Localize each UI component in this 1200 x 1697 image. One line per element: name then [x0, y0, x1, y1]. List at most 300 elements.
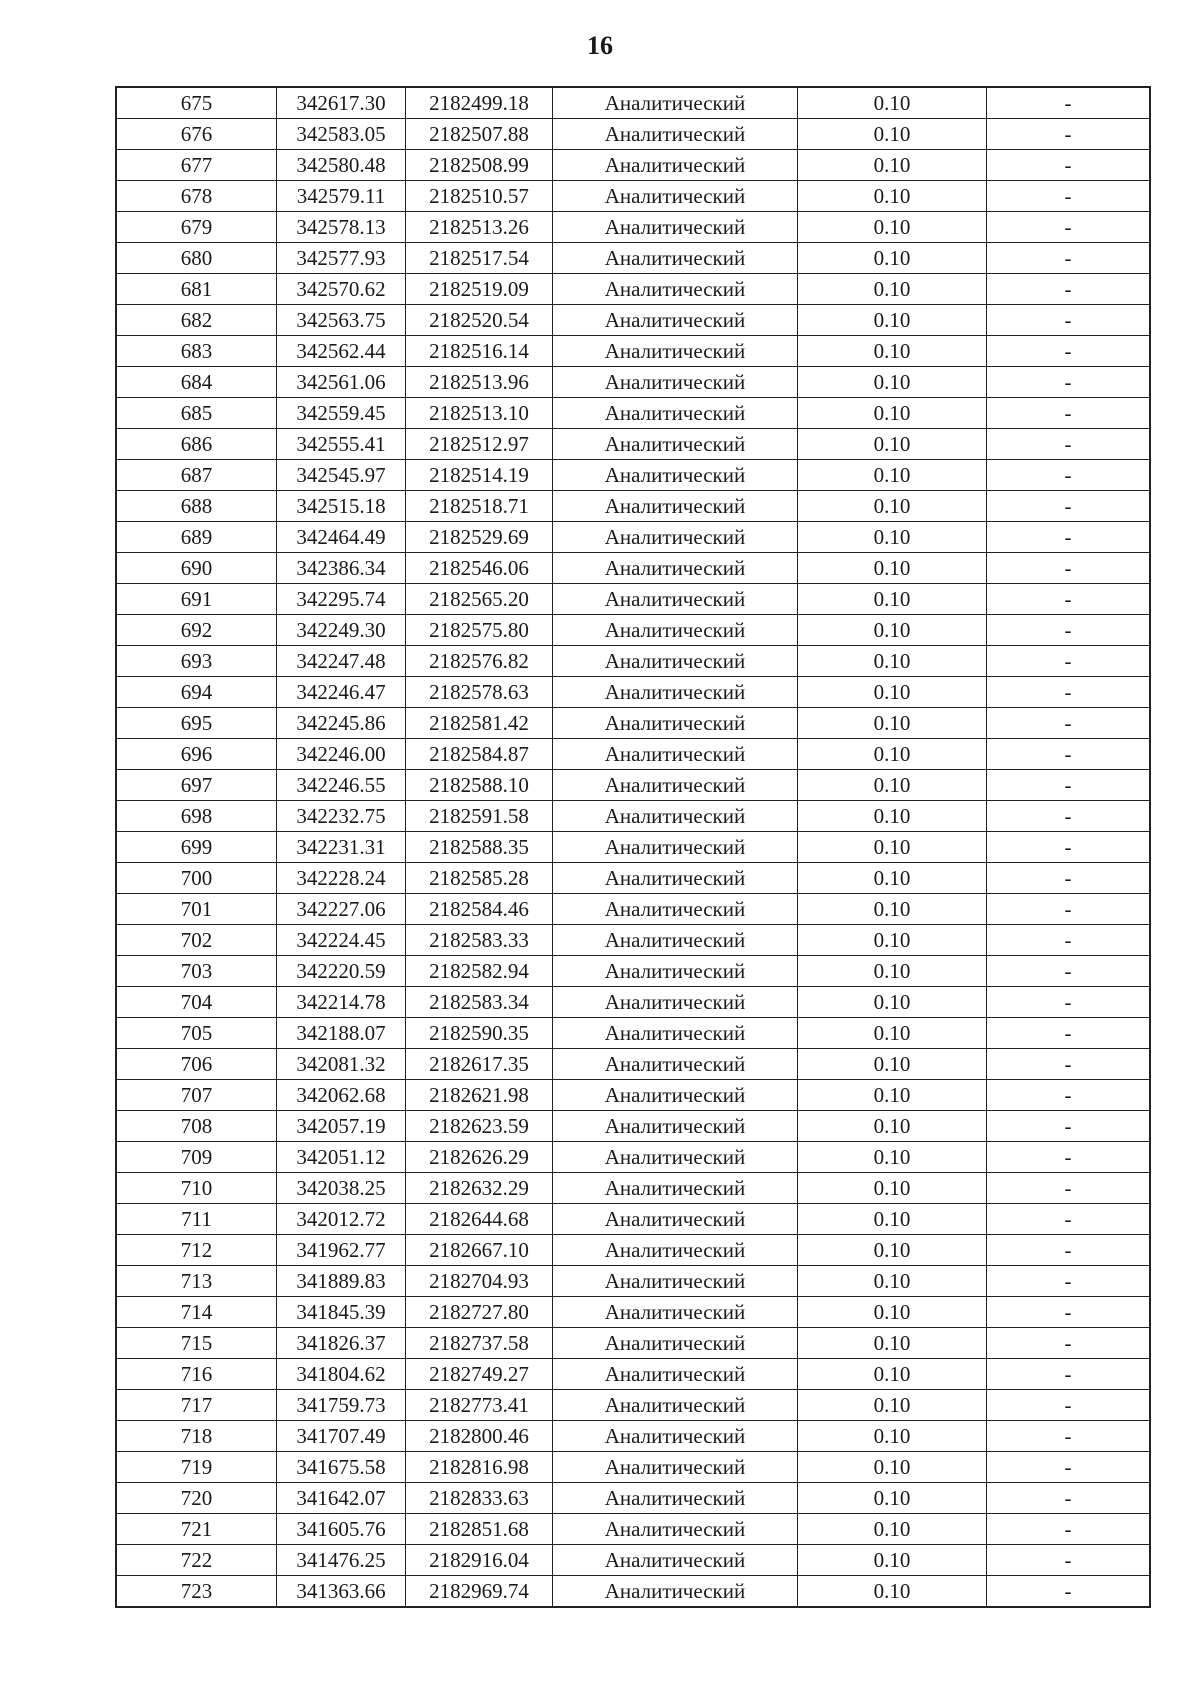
accuracy-cell: 0.10: [798, 553, 987, 584]
accuracy-cell: 0.10: [798, 429, 987, 460]
accuracy-cell: 0.10: [798, 956, 987, 987]
accuracy-cell: 0.10: [798, 460, 987, 491]
accuracy-cell: 0.10: [798, 491, 987, 522]
accuracy-cell: 0.10: [798, 87, 987, 119]
point-number-cell: 700: [116, 863, 277, 894]
table-row: [116, 1390, 1150, 1421]
note-cell: -: [987, 615, 1151, 646]
table-row: [116, 243, 1150, 274]
y-coordinate-cell: 2182591.58: [406, 801, 553, 832]
method-cell: Аналитический: [553, 1328, 798, 1359]
x-coordinate-cell: 342578.13: [277, 212, 406, 243]
point-number-cell: 680: [116, 243, 277, 274]
y-coordinate-cell: 2182576.82: [406, 646, 553, 677]
note-cell: -: [987, 956, 1151, 987]
table-row: [116, 832, 1150, 863]
y-coordinate-cell: 2182585.28: [406, 863, 553, 894]
y-coordinate-cell: 2182737.58: [406, 1328, 553, 1359]
accuracy-cell: 0.10: [798, 1545, 987, 1576]
x-coordinate-cell: 341845.39: [277, 1297, 406, 1328]
table-row: [116, 1545, 1150, 1576]
accuracy-cell: 0.10: [798, 677, 987, 708]
table-row: [116, 181, 1150, 212]
table-row: [116, 677, 1150, 708]
method-cell: Аналитический: [553, 87, 798, 119]
x-coordinate-cell: 342232.75: [277, 801, 406, 832]
accuracy-cell: 0.10: [798, 119, 987, 150]
table-row: [116, 150, 1150, 181]
y-coordinate-cell: 2182546.06: [406, 553, 553, 584]
table-row: [116, 584, 1150, 615]
method-cell: Аналитический: [553, 770, 798, 801]
x-coordinate-cell: 342220.59: [277, 956, 406, 987]
point-number-cell: 695: [116, 708, 277, 739]
method-cell: Аналитический: [553, 1018, 798, 1049]
y-coordinate-cell: 2182510.57: [406, 181, 553, 212]
note-cell: -: [987, 336, 1151, 367]
note-cell: -: [987, 832, 1151, 863]
accuracy-cell: 0.10: [798, 1390, 987, 1421]
point-number-cell: 703: [116, 956, 277, 987]
table-row: [116, 212, 1150, 243]
x-coordinate-cell: 342579.11: [277, 181, 406, 212]
note-cell: -: [987, 119, 1151, 150]
x-coordinate-cell: 341605.76: [277, 1514, 406, 1545]
note-cell: -: [987, 677, 1151, 708]
table-row: [116, 429, 1150, 460]
y-coordinate-cell: 2182513.96: [406, 367, 553, 398]
method-cell: Аналитический: [553, 1483, 798, 1514]
accuracy-cell: 0.10: [798, 1452, 987, 1483]
method-cell: Аналитический: [553, 305, 798, 336]
table-row: [116, 987, 1150, 1018]
method-cell: Аналитический: [553, 398, 798, 429]
x-coordinate-cell: 342515.18: [277, 491, 406, 522]
method-cell: Аналитический: [553, 1390, 798, 1421]
x-coordinate-cell: 342057.19: [277, 1111, 406, 1142]
point-number-cell: 677: [116, 150, 277, 181]
method-cell: Аналитический: [553, 274, 798, 305]
accuracy-cell: 0.10: [798, 646, 987, 677]
point-number-cell: 714: [116, 1297, 277, 1328]
table-row: [116, 956, 1150, 987]
note-cell: -: [987, 87, 1151, 119]
method-cell: Аналитический: [553, 150, 798, 181]
table-row: [116, 274, 1150, 305]
method-cell: Аналитический: [553, 460, 798, 491]
table-row: [116, 305, 1150, 336]
method-cell: Аналитический: [553, 987, 798, 1018]
x-coordinate-cell: 342231.31: [277, 832, 406, 863]
table-row: [116, 1359, 1150, 1390]
accuracy-cell: 0.10: [798, 1576, 987, 1608]
note-cell: -: [987, 708, 1151, 739]
y-coordinate-cell: 2182516.14: [406, 336, 553, 367]
method-cell: Аналитический: [553, 894, 798, 925]
y-coordinate-cell: 2182704.93: [406, 1266, 553, 1297]
method-cell: Аналитический: [553, 677, 798, 708]
note-cell: -: [987, 243, 1151, 274]
method-cell: Аналитический: [553, 212, 798, 243]
point-number-cell: 708: [116, 1111, 277, 1142]
point-number-cell: 687: [116, 460, 277, 491]
method-cell: Аналитический: [553, 956, 798, 987]
x-coordinate-cell: 342246.55: [277, 770, 406, 801]
accuracy-cell: 0.10: [798, 1266, 987, 1297]
point-number-cell: 686: [116, 429, 277, 460]
x-coordinate-cell: 342583.05: [277, 119, 406, 150]
y-coordinate-cell: 2182588.35: [406, 832, 553, 863]
accuracy-cell: 0.10: [798, 1080, 987, 1111]
table-row: [116, 1576, 1150, 1608]
x-coordinate-cell: 341642.07: [277, 1483, 406, 1514]
point-number-cell: 696: [116, 739, 277, 770]
method-cell: Аналитический: [553, 522, 798, 553]
point-number-cell: 710: [116, 1173, 277, 1204]
note-cell: -: [987, 1297, 1151, 1328]
point-number-cell: 706: [116, 1049, 277, 1080]
accuracy-cell: 0.10: [798, 1235, 987, 1266]
method-cell: Аналитический: [553, 739, 798, 770]
point-number-cell: 693: [116, 646, 277, 677]
table-row: [116, 491, 1150, 522]
point-number-cell: 718: [116, 1421, 277, 1452]
table-row: [116, 801, 1150, 832]
note-cell: -: [987, 274, 1151, 305]
accuracy-cell: 0.10: [798, 367, 987, 398]
x-coordinate-cell: 342246.47: [277, 677, 406, 708]
y-coordinate-cell: 2182969.74: [406, 1576, 553, 1608]
method-cell: Аналитический: [553, 646, 798, 677]
x-coordinate-cell: 341826.37: [277, 1328, 406, 1359]
point-number-cell: 676: [116, 119, 277, 150]
note-cell: -: [987, 925, 1151, 956]
method-cell: Аналитический: [553, 1049, 798, 1080]
table-row: [116, 119, 1150, 150]
method-cell: Аналитический: [553, 1359, 798, 1390]
point-number-cell: 675: [116, 87, 277, 119]
x-coordinate-cell: 342224.45: [277, 925, 406, 956]
table-row: [116, 1111, 1150, 1142]
method-cell: Аналитический: [553, 367, 798, 398]
table-row: [116, 1173, 1150, 1204]
note-cell: -: [987, 1390, 1151, 1421]
x-coordinate-cell: 341962.77: [277, 1235, 406, 1266]
table-row: [116, 367, 1150, 398]
accuracy-cell: 0.10: [798, 1297, 987, 1328]
y-coordinate-cell: 2182617.35: [406, 1049, 553, 1080]
x-coordinate-cell: 342062.68: [277, 1080, 406, 1111]
table-row: [116, 1483, 1150, 1514]
y-coordinate-cell: 2182518.71: [406, 491, 553, 522]
accuracy-cell: 0.10: [798, 1328, 987, 1359]
accuracy-cell: 0.10: [798, 987, 987, 1018]
note-cell: -: [987, 1576, 1151, 1608]
y-coordinate-cell: 2182514.19: [406, 460, 553, 491]
y-coordinate-cell: 2182583.33: [406, 925, 553, 956]
method-cell: Аналитический: [553, 119, 798, 150]
note-cell: -: [987, 1452, 1151, 1483]
method-cell: Аналитический: [553, 832, 798, 863]
accuracy-cell: 0.10: [798, 336, 987, 367]
point-number-cell: 709: [116, 1142, 277, 1173]
accuracy-cell: 0.10: [798, 1359, 987, 1390]
accuracy-cell: 0.10: [798, 1483, 987, 1514]
table-row: [116, 1080, 1150, 1111]
x-coordinate-cell: 341707.49: [277, 1421, 406, 1452]
table-row: [116, 1049, 1150, 1080]
x-coordinate-cell: 342081.32: [277, 1049, 406, 1080]
accuracy-cell: 0.10: [798, 243, 987, 274]
coordinates-table: [115, 86, 1151, 1608]
y-coordinate-cell: 2182916.04: [406, 1545, 553, 1576]
method-cell: Аналитический: [553, 1111, 798, 1142]
x-coordinate-cell: 342464.49: [277, 522, 406, 553]
y-coordinate-cell: 2182508.99: [406, 150, 553, 181]
point-number-cell: 702: [116, 925, 277, 956]
point-number-cell: 698: [116, 801, 277, 832]
note-cell: -: [987, 646, 1151, 677]
method-cell: Аналитический: [553, 1235, 798, 1266]
y-coordinate-cell: 2182644.68: [406, 1204, 553, 1235]
x-coordinate-cell: 342295.74: [277, 584, 406, 615]
accuracy-cell: 0.10: [798, 584, 987, 615]
note-cell: -: [987, 1204, 1151, 1235]
point-number-cell: 699: [116, 832, 277, 863]
point-number-cell: 721: [116, 1514, 277, 1545]
table-row: [116, 708, 1150, 739]
point-number-cell: 691: [116, 584, 277, 615]
method-cell: Аналитический: [553, 708, 798, 739]
accuracy-cell: 0.10: [798, 150, 987, 181]
y-coordinate-cell: 2182749.27: [406, 1359, 553, 1390]
table-row: [116, 1328, 1150, 1359]
accuracy-cell: 0.10: [798, 1049, 987, 1080]
point-number-cell: 722: [116, 1545, 277, 1576]
note-cell: -: [987, 429, 1151, 460]
point-number-cell: 704: [116, 987, 277, 1018]
x-coordinate-cell: 342245.86: [277, 708, 406, 739]
accuracy-cell: 0.10: [798, 1173, 987, 1204]
x-coordinate-cell: 341759.73: [277, 1390, 406, 1421]
method-cell: Аналитический: [553, 1204, 798, 1235]
note-cell: -: [987, 181, 1151, 212]
x-coordinate-cell: 341476.25: [277, 1545, 406, 1576]
method-cell: Аналитический: [553, 615, 798, 646]
x-coordinate-cell: 342228.24: [277, 863, 406, 894]
note-cell: -: [987, 1018, 1151, 1049]
accuracy-cell: 0.10: [798, 522, 987, 553]
y-coordinate-cell: 2182565.20: [406, 584, 553, 615]
table-row: [116, 87, 1150, 119]
point-number-cell: 678: [116, 181, 277, 212]
method-cell: Аналитический: [553, 1142, 798, 1173]
accuracy-cell: 0.10: [798, 832, 987, 863]
table-row: [116, 553, 1150, 584]
method-cell: Аналитический: [553, 1421, 798, 1452]
point-number-cell: 713: [116, 1266, 277, 1297]
y-coordinate-cell: 2182590.35: [406, 1018, 553, 1049]
y-coordinate-cell: 2182727.80: [406, 1297, 553, 1328]
accuracy-cell: 0.10: [798, 305, 987, 336]
y-coordinate-cell: 2182499.18: [406, 87, 553, 119]
x-coordinate-cell: 342555.41: [277, 429, 406, 460]
method-cell: Аналитический: [553, 1545, 798, 1576]
point-number-cell: 685: [116, 398, 277, 429]
point-number-cell: 717: [116, 1390, 277, 1421]
point-number-cell: 715: [116, 1328, 277, 1359]
y-coordinate-cell: 2182626.29: [406, 1142, 553, 1173]
table-row: [116, 336, 1150, 367]
accuracy-cell: 0.10: [798, 1514, 987, 1545]
table-row: [116, 1266, 1150, 1297]
point-number-cell: 682: [116, 305, 277, 336]
table-row: [116, 1142, 1150, 1173]
accuracy-cell: 0.10: [798, 1111, 987, 1142]
table-row: [116, 1297, 1150, 1328]
note-cell: -: [987, 553, 1151, 584]
x-coordinate-cell: 341804.62: [277, 1359, 406, 1390]
x-coordinate-cell: 342188.07: [277, 1018, 406, 1049]
table-row: [116, 739, 1150, 770]
y-coordinate-cell: 2182773.41: [406, 1390, 553, 1421]
method-cell: Аналитический: [553, 584, 798, 615]
note-cell: -: [987, 398, 1151, 429]
y-coordinate-cell: 2182582.94: [406, 956, 553, 987]
y-coordinate-cell: 2182517.54: [406, 243, 553, 274]
accuracy-cell: 0.10: [798, 708, 987, 739]
note-cell: -: [987, 1514, 1151, 1545]
point-number-cell: 711: [116, 1204, 277, 1235]
accuracy-cell: 0.10: [798, 925, 987, 956]
note-cell: -: [987, 491, 1151, 522]
y-coordinate-cell: 2182621.98: [406, 1080, 553, 1111]
point-number-cell: 716: [116, 1359, 277, 1390]
note-cell: -: [987, 584, 1151, 615]
x-coordinate-cell: 342249.30: [277, 615, 406, 646]
x-coordinate-cell: 342563.75: [277, 305, 406, 336]
note-cell: -: [987, 863, 1151, 894]
x-coordinate-cell: 342247.48: [277, 646, 406, 677]
x-coordinate-cell: 341675.58: [277, 1452, 406, 1483]
point-number-cell: 689: [116, 522, 277, 553]
coordinates-table-body: [116, 87, 1150, 1607]
y-coordinate-cell: 2182667.10: [406, 1235, 553, 1266]
x-coordinate-cell: 342051.12: [277, 1142, 406, 1173]
y-coordinate-cell: 2182520.54: [406, 305, 553, 336]
method-cell: Аналитический: [553, 1297, 798, 1328]
note-cell: -: [987, 1142, 1151, 1173]
y-coordinate-cell: 2182512.97: [406, 429, 553, 460]
point-number-cell: 694: [116, 677, 277, 708]
x-coordinate-cell: 342012.72: [277, 1204, 406, 1235]
note-cell: -: [987, 1049, 1151, 1080]
y-coordinate-cell: 2182513.26: [406, 212, 553, 243]
note-cell: -: [987, 987, 1151, 1018]
x-coordinate-cell: 342214.78: [277, 987, 406, 1018]
table-row: [116, 398, 1150, 429]
method-cell: Аналитический: [553, 243, 798, 274]
method-cell: Аналитический: [553, 863, 798, 894]
point-number-cell: 697: [116, 770, 277, 801]
note-cell: -: [987, 1111, 1151, 1142]
note-cell: -: [987, 367, 1151, 398]
method-cell: Аналитический: [553, 1173, 798, 1204]
table-row: [116, 925, 1150, 956]
note-cell: -: [987, 1545, 1151, 1576]
y-coordinate-cell: 2182816.98: [406, 1452, 553, 1483]
method-cell: Аналитический: [553, 1452, 798, 1483]
method-cell: Аналитический: [553, 1576, 798, 1608]
table-row: [116, 1421, 1150, 1452]
y-coordinate-cell: 2182833.63: [406, 1483, 553, 1514]
table-row: [116, 1018, 1150, 1049]
y-coordinate-cell: 2182632.29: [406, 1173, 553, 1204]
point-number-cell: 683: [116, 336, 277, 367]
method-cell: Аналитический: [553, 925, 798, 956]
table-row: [116, 460, 1150, 491]
x-coordinate-cell: 342580.48: [277, 150, 406, 181]
table-row: [116, 1452, 1150, 1483]
x-coordinate-cell: 341363.66: [277, 1576, 406, 1608]
point-number-cell: 707: [116, 1080, 277, 1111]
point-number-cell: 690: [116, 553, 277, 584]
point-number-cell: 692: [116, 615, 277, 646]
accuracy-cell: 0.10: [798, 274, 987, 305]
y-coordinate-cell: 2182851.68: [406, 1514, 553, 1545]
method-cell: Аналитический: [553, 429, 798, 460]
point-number-cell: 720: [116, 1483, 277, 1514]
note-cell: -: [987, 1173, 1151, 1204]
method-cell: Аналитический: [553, 336, 798, 367]
y-coordinate-cell: 2182623.59: [406, 1111, 553, 1142]
accuracy-cell: 0.10: [798, 615, 987, 646]
y-coordinate-cell: 2182581.42: [406, 708, 553, 739]
y-coordinate-cell: 2182513.10: [406, 398, 553, 429]
method-cell: Аналитический: [553, 1514, 798, 1545]
y-coordinate-cell: 2182584.87: [406, 739, 553, 770]
page-number: 16: [587, 31, 613, 60]
point-number-cell: 712: [116, 1235, 277, 1266]
y-coordinate-cell: 2182583.34: [406, 987, 553, 1018]
note-cell: -: [987, 894, 1151, 925]
accuracy-cell: 0.10: [798, 1421, 987, 1452]
note-cell: -: [987, 1266, 1151, 1297]
table-row: [116, 1235, 1150, 1266]
note-cell: -: [987, 460, 1151, 491]
point-number-cell: 681: [116, 274, 277, 305]
x-coordinate-cell: 342561.06: [277, 367, 406, 398]
note-cell: -: [987, 522, 1151, 553]
y-coordinate-cell: 2182800.46: [406, 1421, 553, 1452]
y-coordinate-cell: 2182519.09: [406, 274, 553, 305]
x-coordinate-cell: 342577.93: [277, 243, 406, 274]
note-cell: -: [987, 739, 1151, 770]
accuracy-cell: 0.10: [798, 1204, 987, 1235]
x-coordinate-cell: 342246.00: [277, 739, 406, 770]
point-number-cell: 719: [116, 1452, 277, 1483]
note-cell: -: [987, 1421, 1151, 1452]
y-coordinate-cell: 2182507.88: [406, 119, 553, 150]
y-coordinate-cell: 2182588.10: [406, 770, 553, 801]
table-row: [116, 1204, 1150, 1235]
method-cell: Аналитический: [553, 553, 798, 584]
point-number-cell: 705: [116, 1018, 277, 1049]
x-coordinate-cell: 342227.06: [277, 894, 406, 925]
method-cell: Аналитический: [553, 1266, 798, 1297]
note-cell: -: [987, 1235, 1151, 1266]
x-coordinate-cell: 342617.30: [277, 87, 406, 119]
